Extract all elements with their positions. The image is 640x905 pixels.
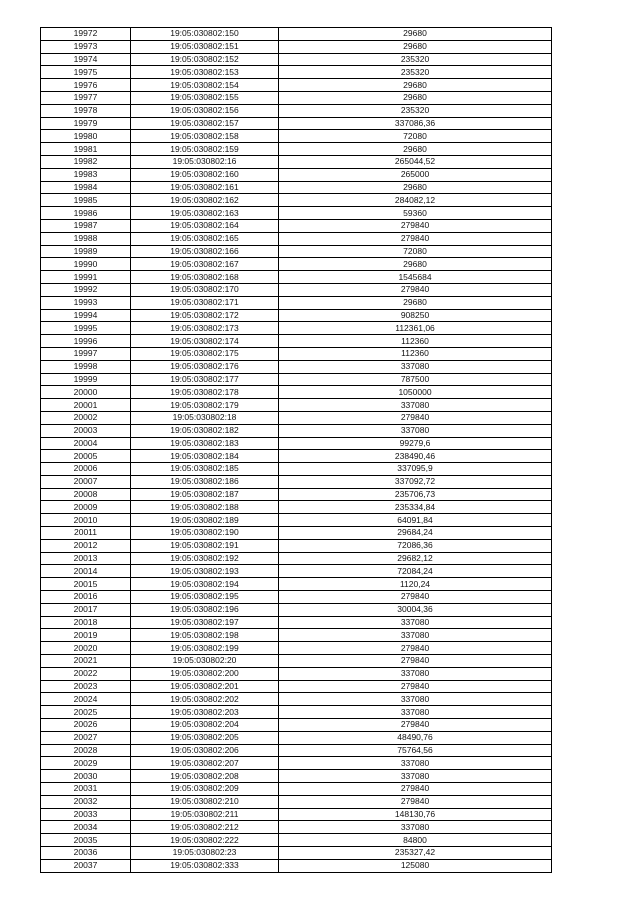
- cadastral-number-cell: 19:05:030802:179: [131, 399, 279, 412]
- table-row: [41, 296, 552, 309]
- table-row: [41, 603, 552, 616]
- row-number-cell: 19984: [41, 181, 131, 194]
- cadastral-number-cell: 19:05:030802:186: [131, 475, 279, 488]
- value-cell: 1545684: [279, 271, 552, 284]
- value-cell: 279840: [279, 680, 552, 693]
- value-cell: 238490,46: [279, 450, 552, 463]
- table-row: [41, 783, 552, 796]
- row-number-cell: 19972: [41, 28, 131, 41]
- value-cell: 125080: [279, 859, 552, 872]
- row-number-cell: 19992: [41, 283, 131, 296]
- row-number-cell: 19975: [41, 66, 131, 79]
- table-row: [41, 66, 552, 79]
- table-row: [41, 360, 552, 373]
- cadastral-number-cell: 19:05:030802:182: [131, 424, 279, 437]
- cadastral-number-cell: 19:05:030802:201: [131, 680, 279, 693]
- cadastral-number-cell: 19:05:030802:204: [131, 719, 279, 732]
- cadastral-number-cell: 19:05:030802:167: [131, 258, 279, 271]
- table-row: [41, 194, 552, 207]
- row-number-cell: 20022: [41, 667, 131, 680]
- cadastral-number-cell: 19:05:030802:333: [131, 859, 279, 872]
- row-number-cell: 20020: [41, 642, 131, 655]
- row-number-cell: 20027: [41, 731, 131, 744]
- table-row: [41, 629, 552, 642]
- row-number-cell: 20011: [41, 527, 131, 540]
- table-row: [41, 309, 552, 322]
- value-cell: 235327,42: [279, 847, 552, 860]
- row-number-cell: 20021: [41, 655, 131, 668]
- value-cell: 337080: [279, 399, 552, 412]
- cadastral-number-cell: 19:05:030802:187: [131, 488, 279, 501]
- cadastral-number-cell: 19:05:030802:196: [131, 603, 279, 616]
- row-number-cell: 19983: [41, 168, 131, 181]
- cadastral-number-cell: 19:05:030802:161: [131, 181, 279, 194]
- value-cell: 337080: [279, 770, 552, 783]
- cadastral-number-cell: 19:05:030802:18: [131, 411, 279, 424]
- row-number-cell: 19989: [41, 245, 131, 258]
- value-cell: 84800: [279, 834, 552, 847]
- row-number-cell: 19995: [41, 322, 131, 335]
- cadastral-number-cell: 19:05:030802:172: [131, 309, 279, 322]
- cadastral-number-cell: 19:05:030802:155: [131, 91, 279, 104]
- cadastral-number-cell: 19:05:030802:20: [131, 655, 279, 668]
- value-cell: 148130,76: [279, 808, 552, 821]
- row-number-cell: 19976: [41, 79, 131, 92]
- cadastral-number-cell: 19:05:030802:194: [131, 578, 279, 591]
- table-row: [41, 834, 552, 847]
- row-number-cell: 20017: [41, 603, 131, 616]
- table-row: [41, 642, 552, 655]
- row-number-cell: 20002: [41, 411, 131, 424]
- table-row: [41, 104, 552, 117]
- cadastral-number-cell: 19:05:030802:175: [131, 347, 279, 360]
- row-number-cell: 19994: [41, 309, 131, 322]
- row-number-cell: 20018: [41, 616, 131, 629]
- cadastral-number-cell: 19:05:030802:166: [131, 245, 279, 258]
- value-cell: 337092,72: [279, 475, 552, 488]
- row-number-cell: 19973: [41, 40, 131, 53]
- table-row: [41, 258, 552, 271]
- cadastral-number-cell: 19:05:030802:202: [131, 693, 279, 706]
- cadastral-number-cell: 19:05:030802:164: [131, 219, 279, 232]
- row-number-cell: 20030: [41, 770, 131, 783]
- table-body: [41, 28, 552, 873]
- value-cell: 29680: [279, 91, 552, 104]
- cadastral-number-cell: 19:05:030802:23: [131, 847, 279, 860]
- cadastral-number-cell: 19:05:030802:153: [131, 66, 279, 79]
- table-row: [41, 143, 552, 156]
- cadastral-number-cell: 19:05:030802:222: [131, 834, 279, 847]
- value-cell: 284082,12: [279, 194, 552, 207]
- table-row: [41, 424, 552, 437]
- value-cell: 337080: [279, 616, 552, 629]
- value-cell: 59360: [279, 207, 552, 220]
- table-row: [41, 450, 552, 463]
- cadastral-number-cell: 19:05:030802:206: [131, 744, 279, 757]
- row-number-cell: 20025: [41, 706, 131, 719]
- cadastral-number-cell: 19:05:030802:185: [131, 463, 279, 476]
- value-cell: 29680: [279, 40, 552, 53]
- row-number-cell: 20034: [41, 821, 131, 834]
- row-number-cell: 19979: [41, 117, 131, 130]
- cadastral-number-cell: 19:05:030802:152: [131, 53, 279, 66]
- cadastral-number-cell: 19:05:030802:163: [131, 207, 279, 220]
- cadastral-number-cell: 19:05:030802:156: [131, 104, 279, 117]
- value-cell: 279840: [279, 411, 552, 424]
- row-number-cell: 20026: [41, 719, 131, 732]
- table-row: [41, 335, 552, 348]
- table-row: [41, 693, 552, 706]
- table-row: [41, 232, 552, 245]
- cadastral-number-cell: 19:05:030802:205: [131, 731, 279, 744]
- cadastral-number-cell: 19:05:030802:162: [131, 194, 279, 207]
- cadastral-number-cell: 19:05:030802:176: [131, 360, 279, 373]
- row-number-cell: 20024: [41, 693, 131, 706]
- table-row: [41, 719, 552, 732]
- cadastral-number-cell: 19:05:030802:178: [131, 386, 279, 399]
- table-row: [41, 40, 552, 53]
- value-cell: 29680: [279, 296, 552, 309]
- value-cell: 235320: [279, 104, 552, 117]
- cadastral-number-cell: 19:05:030802:16: [131, 155, 279, 168]
- row-number-cell: 20016: [41, 591, 131, 604]
- cadastral-number-cell: 19:05:030802:200: [131, 667, 279, 680]
- row-number-cell: 19986: [41, 207, 131, 220]
- row-number-cell: 20037: [41, 859, 131, 872]
- row-number-cell: 20032: [41, 795, 131, 808]
- cadastral-number-cell: 19:05:030802:197: [131, 616, 279, 629]
- value-cell: 112361,06: [279, 322, 552, 335]
- table-row: [41, 770, 552, 783]
- table-row: [41, 181, 552, 194]
- value-cell: 235334,84: [279, 501, 552, 514]
- table-row: [41, 514, 552, 527]
- row-number-cell: 19993: [41, 296, 131, 309]
- table-row: [41, 373, 552, 386]
- table-row: [41, 475, 552, 488]
- value-cell: 279840: [279, 642, 552, 655]
- value-cell: 29680: [279, 181, 552, 194]
- table-row: [41, 53, 552, 66]
- row-number-cell: 20004: [41, 437, 131, 450]
- table-row: [41, 207, 552, 220]
- table-row: [41, 130, 552, 143]
- table-row: [41, 757, 552, 770]
- table-row: [41, 847, 552, 860]
- cadastral-number-cell: 19:05:030802:151: [131, 40, 279, 53]
- value-cell: 265044,52: [279, 155, 552, 168]
- value-cell: 265000: [279, 168, 552, 181]
- cadastral-number-cell: 19:05:030802:184: [131, 450, 279, 463]
- table-row: [41, 245, 552, 258]
- cadastral-number-cell: 19:05:030802:174: [131, 335, 279, 348]
- row-number-cell: 19982: [41, 155, 131, 168]
- row-number-cell: 20031: [41, 783, 131, 796]
- cadastral-number-cell: 19:05:030802:212: [131, 821, 279, 834]
- value-cell: 1120,24: [279, 578, 552, 591]
- row-number-cell: 19990: [41, 258, 131, 271]
- cadastral-number-cell: 19:05:030802:211: [131, 808, 279, 821]
- table-row: [41, 565, 552, 578]
- row-number-cell: 20035: [41, 834, 131, 847]
- cadastral-number-cell: 19:05:030802:154: [131, 79, 279, 92]
- table-row: [41, 591, 552, 604]
- cadastral-number-cell: 19:05:030802:208: [131, 770, 279, 783]
- row-number-cell: 19981: [41, 143, 131, 156]
- row-number-cell: 20009: [41, 501, 131, 514]
- value-cell: 279840: [279, 655, 552, 668]
- table-row: [41, 821, 552, 834]
- row-number-cell: 20036: [41, 847, 131, 860]
- cadastral-number-cell: 19:05:030802:195: [131, 591, 279, 604]
- row-number-cell: 20014: [41, 565, 131, 578]
- value-cell: 72080: [279, 130, 552, 143]
- cadastral-number-cell: 19:05:030802:207: [131, 757, 279, 770]
- value-cell: 337080: [279, 424, 552, 437]
- row-number-cell: 19987: [41, 219, 131, 232]
- table-row: [41, 706, 552, 719]
- table-row: [41, 744, 552, 757]
- value-cell: 72086,36: [279, 539, 552, 552]
- table-row: [41, 437, 552, 450]
- value-cell: 279840: [279, 219, 552, 232]
- row-number-cell: 20008: [41, 488, 131, 501]
- table-row: [41, 283, 552, 296]
- value-cell: 279840: [279, 719, 552, 732]
- table-row: [41, 527, 552, 540]
- row-number-cell: 20001: [41, 399, 131, 412]
- table-row: [41, 155, 552, 168]
- value-cell: 337086,36: [279, 117, 552, 130]
- row-number-cell: 20000: [41, 386, 131, 399]
- cadastral-number-cell: 19:05:030802:168: [131, 271, 279, 284]
- table-row: [41, 219, 552, 232]
- value-cell: 29680: [279, 79, 552, 92]
- table-row: [41, 488, 552, 501]
- row-number-cell: 19974: [41, 53, 131, 66]
- cadastral-number-cell: 19:05:030802:159: [131, 143, 279, 156]
- value-cell: 279840: [279, 283, 552, 296]
- value-cell: 337080: [279, 360, 552, 373]
- row-number-cell: 19980: [41, 130, 131, 143]
- cadastral-number-cell: 19:05:030802:189: [131, 514, 279, 527]
- table-row: [41, 322, 552, 335]
- value-cell: 99279,6: [279, 437, 552, 450]
- row-number-cell: 20028: [41, 744, 131, 757]
- cadastral-number-cell: 19:05:030802:173: [131, 322, 279, 335]
- row-number-cell: 19998: [41, 360, 131, 373]
- table-row: [41, 117, 552, 130]
- value-cell: 337080: [279, 757, 552, 770]
- table-row: [41, 79, 552, 92]
- row-number-cell: 19996: [41, 335, 131, 348]
- value-cell: 337080: [279, 821, 552, 834]
- cadastral-number-cell: 19:05:030802:165: [131, 232, 279, 245]
- cadastral-number-cell: 19:05:030802:170: [131, 283, 279, 296]
- table-row: [41, 411, 552, 424]
- table-row: [41, 271, 552, 284]
- table-row: [41, 386, 552, 399]
- table-row: [41, 731, 552, 744]
- value-cell: 29682,12: [279, 552, 552, 565]
- value-cell: 48490,76: [279, 731, 552, 744]
- value-cell: 235320: [279, 53, 552, 66]
- value-cell: 337080: [279, 667, 552, 680]
- value-cell: 787500: [279, 373, 552, 386]
- cadastral-number-cell: 19:05:030802:150: [131, 28, 279, 41]
- cadastral-number-cell: 19:05:030802:171: [131, 296, 279, 309]
- table-row: [41, 463, 552, 476]
- value-cell: 112360: [279, 347, 552, 360]
- table-row: [41, 91, 552, 104]
- row-number-cell: 20007: [41, 475, 131, 488]
- value-cell: 29680: [279, 143, 552, 156]
- row-number-cell: 20010: [41, 514, 131, 527]
- cadastral-number-cell: 19:05:030802:209: [131, 783, 279, 796]
- value-cell: 64091,84: [279, 514, 552, 527]
- row-number-cell: 20006: [41, 463, 131, 476]
- value-cell: 1050000: [279, 386, 552, 399]
- value-cell: 29680: [279, 28, 552, 41]
- cadastral-number-cell: 19:05:030802:183: [131, 437, 279, 450]
- cadastral-number-cell: 19:05:030802:198: [131, 629, 279, 642]
- cadastral-number-cell: 19:05:030802:199: [131, 642, 279, 655]
- cadastral-number-cell: 19:05:030802:177: [131, 373, 279, 386]
- row-number-cell: 20003: [41, 424, 131, 437]
- value-cell: 908250: [279, 309, 552, 322]
- value-cell: 235320: [279, 66, 552, 79]
- table-row: [41, 578, 552, 591]
- row-number-cell: 19997: [41, 347, 131, 360]
- value-cell: 337095,9: [279, 463, 552, 476]
- cadastral-number-cell: 19:05:030802:193: [131, 565, 279, 578]
- cadastral-number-cell: 19:05:030802:188: [131, 501, 279, 514]
- value-cell: 75764,56: [279, 744, 552, 757]
- cadastral-number-cell: 19:05:030802:157: [131, 117, 279, 130]
- value-cell: 30004,36: [279, 603, 552, 616]
- value-cell: 279840: [279, 783, 552, 796]
- row-number-cell: 20029: [41, 757, 131, 770]
- table-row: [41, 501, 552, 514]
- row-number-cell: 20005: [41, 450, 131, 463]
- value-cell: 337080: [279, 693, 552, 706]
- row-number-cell: 19988: [41, 232, 131, 245]
- row-number-cell: 20019: [41, 629, 131, 642]
- row-number-cell: 19985: [41, 194, 131, 207]
- row-number-cell: 19978: [41, 104, 131, 117]
- value-cell: 337080: [279, 706, 552, 719]
- table-row: [41, 616, 552, 629]
- table-row: [41, 168, 552, 181]
- table-row: [41, 539, 552, 552]
- cadastral-number-cell: 19:05:030802:190: [131, 527, 279, 540]
- value-cell: 279840: [279, 795, 552, 808]
- table-row: [41, 655, 552, 668]
- row-number-cell: 19999: [41, 373, 131, 386]
- value-cell: 337080: [279, 629, 552, 642]
- row-number-cell: 19977: [41, 91, 131, 104]
- cadastral-number-cell: 19:05:030802:210: [131, 795, 279, 808]
- table-row: [41, 859, 552, 872]
- value-cell: 72084,24: [279, 565, 552, 578]
- cadastral-number-cell: 19:05:030802:203: [131, 706, 279, 719]
- table-row: [41, 795, 552, 808]
- cadastral-number-cell: 19:05:030802:158: [131, 130, 279, 143]
- row-number-cell: 20033: [41, 808, 131, 821]
- row-number-cell: 20023: [41, 680, 131, 693]
- value-cell: 279840: [279, 232, 552, 245]
- row-number-cell: 20013: [41, 552, 131, 565]
- table-row: [41, 347, 552, 360]
- value-cell: 72080: [279, 245, 552, 258]
- table-row: [41, 680, 552, 693]
- table-row: [41, 667, 552, 680]
- cadastral-number-cell: 19:05:030802:192: [131, 552, 279, 565]
- data-table: [40, 27, 552, 873]
- table-row: [41, 552, 552, 565]
- value-cell: 112360: [279, 335, 552, 348]
- table-row: [41, 399, 552, 412]
- table-row: [41, 28, 552, 41]
- value-cell: 29684,24: [279, 527, 552, 540]
- row-number-cell: 20012: [41, 539, 131, 552]
- cadastral-number-cell: 19:05:030802:160: [131, 168, 279, 181]
- value-cell: 279840: [279, 591, 552, 604]
- value-cell: 29680: [279, 258, 552, 271]
- row-number-cell: 19991: [41, 271, 131, 284]
- cadastral-number-cell: 19:05:030802:191: [131, 539, 279, 552]
- row-number-cell: 20015: [41, 578, 131, 591]
- value-cell: 235706,73: [279, 488, 552, 501]
- table-row: [41, 808, 552, 821]
